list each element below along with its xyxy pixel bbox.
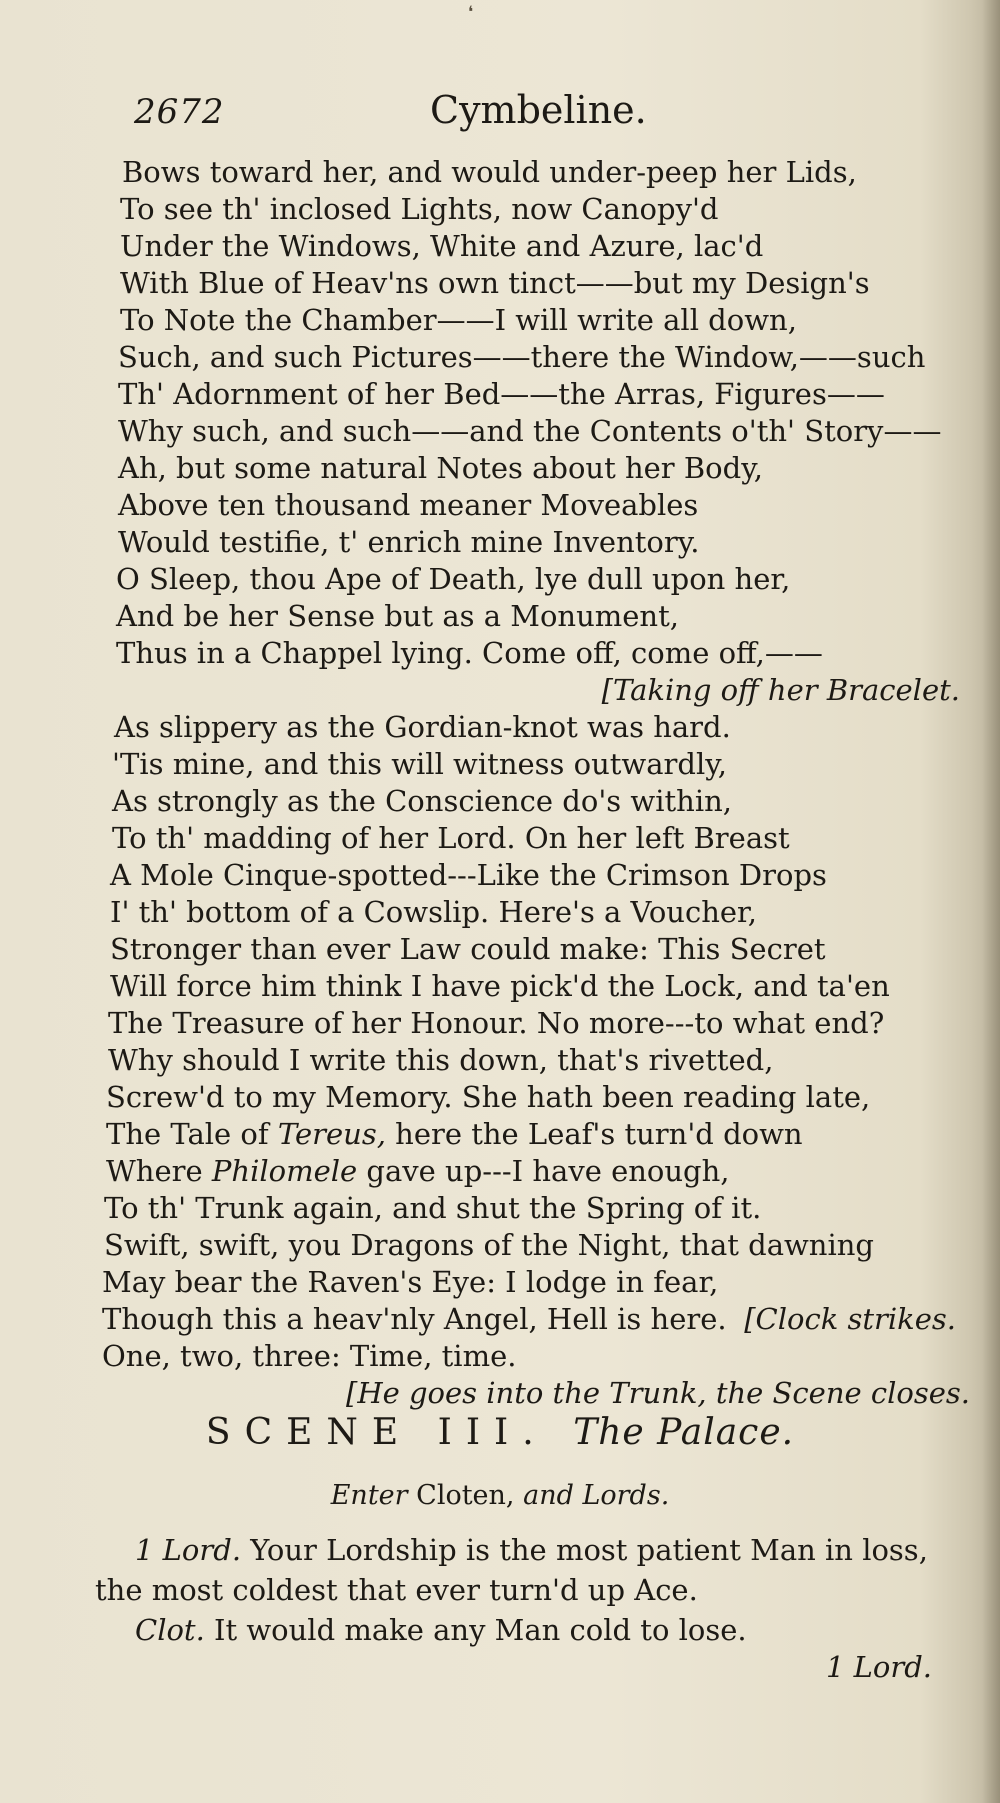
- verse-line: Above ten thousand meaner Moveables: [118, 488, 699, 522]
- running-head: [0, 88, 1000, 142]
- verse-line: Ah, but some natural Notes about her Body,: [118, 451, 763, 485]
- verse-line: Will force him think I have pick'd the Lock, and ta'en: [110, 969, 890, 1003]
- scene-heading: [0, 1412, 1000, 1453]
- verse-line: Why such, and such——and the Contents o'th' Story——: [118, 414, 942, 448]
- speech: [95, 1610, 940, 1650]
- verse-line: Such, and such Pictures——there the Window,——such: [118, 340, 926, 374]
- verse-line: Under the Windows, White and Azure, lac'd: [120, 229, 764, 263]
- speech: [95, 1530, 940, 1570]
- italic-name: Philomele: [211, 1154, 358, 1188]
- verse-line: The Treasure of her Honour. No more---to what end?: [108, 1006, 885, 1040]
- speaker-name: Clot.: [135, 1613, 205, 1647]
- stage-direction: [Taking off her Bracelet.: [601, 673, 960, 707]
- verse-line: Would testifie, t' enrich mine Inventory.: [118, 525, 700, 559]
- catchword: 1 Lord.: [825, 1650, 932, 1684]
- stage-direction: [He goes into the Trunk, the Scene closes.: [346, 1376, 970, 1410]
- verse-line: To see th' inclosed Lights, now Canopy'd: [120, 192, 719, 226]
- verse-line: Why should I write this down, that's rivetted,: [108, 1043, 774, 1077]
- verse-line: As strongly as the Conscience do's within,: [112, 784, 733, 818]
- page-number: 2672: [134, 92, 225, 132]
- verse-text: Though this a heav'nly Angel, Hell is here.: [102, 1302, 727, 1336]
- speaker-name: 1 Lord.: [135, 1533, 242, 1567]
- prose-block: [95, 1530, 940, 1650]
- verse-text: here the Leaf's turn'd down: [385, 1117, 803, 1151]
- verse-line: Thus in a Chappel lying. Come off, come off,——: [116, 636, 823, 670]
- verse-line-tereus: [0, 1116, 1000, 1153]
- ink-mark-icon: ❛: [468, 2, 474, 21]
- verse-text: The Tale of: [106, 1117, 278, 1151]
- verse-text: gave up---I have enough,: [357, 1154, 730, 1188]
- speech-text: Your Lordship is the most patient Man in loss,: [250, 1533, 928, 1567]
- italic-name: Tereus,: [277, 1117, 386, 1151]
- verse-line: And be her Sense but as a Monument,: [116, 599, 679, 633]
- verse-line-clock: [0, 1301, 1000, 1338]
- verse-line: To th' Trunk again, and shut the Spring of it.: [104, 1191, 762, 1225]
- verse-line-philomele: [0, 1153, 1000, 1190]
- verse-line: With Blue of Heav'ns own tinct——but my Design's: [120, 266, 870, 300]
- verse-line: 'Tis mine, and this will witness outwardly,: [112, 747, 727, 781]
- verse-line: May bear the Raven's Eye: I lodge in fear,: [102, 1265, 719, 1299]
- scene-number: SCENE III.: [205, 1412, 548, 1453]
- speech-continuation: the most coldest that ever turn'd up Ace.: [95, 1573, 698, 1607]
- entrance-direction: [0, 1480, 1000, 1511]
- verse-line: I' th' bottom of a Cowslip. Here's a Voucher,: [110, 895, 757, 929]
- verse-line: O Sleep, thou Ape of Death, lye dull upon her,: [116, 562, 791, 596]
- verse-text: Where: [106, 1154, 212, 1188]
- running-title: Cymbeline.: [430, 88, 647, 132]
- verse-line: To Note the Chamber——I will write all down,: [120, 303, 797, 337]
- verse-line: Bows toward her, and would under-peep her Lids,: [122, 155, 857, 189]
- verse-line: Swift, swift, you Dragons of the Night, that dawning: [104, 1228, 875, 1262]
- verse-line: To th' madding of her Lord. On her left Breast: [112, 821, 790, 855]
- scene-location: The Palace.: [573, 1412, 795, 1453]
- verse-block: [0, 154, 1000, 1412]
- verse-line: Screw'd to my Memory. She hath been reading late,: [106, 1080, 871, 1114]
- verse-line: Th' Adornment of her Bed——the Arras, Figures——: [118, 377, 885, 411]
- verse-line: Stronger than ever Law could make: This Secret: [110, 932, 826, 966]
- stage-direction: [Clock strikes.: [744, 1302, 956, 1336]
- verse-line: As slippery as the Gordian-knot was hard.: [114, 710, 731, 744]
- verse-line: A Mole Cinque-spotted---Like the Crimson Drops: [110, 858, 827, 892]
- entrance-others: and Lords.: [523, 1480, 670, 1511]
- speech-text: It would make any Man cold to lose.: [214, 1613, 747, 1647]
- entrance-character: Cloten,: [416, 1480, 515, 1511]
- verse-line: One, two, three: Time, time.: [102, 1339, 517, 1373]
- entrance-enter: Enter: [330, 1480, 408, 1511]
